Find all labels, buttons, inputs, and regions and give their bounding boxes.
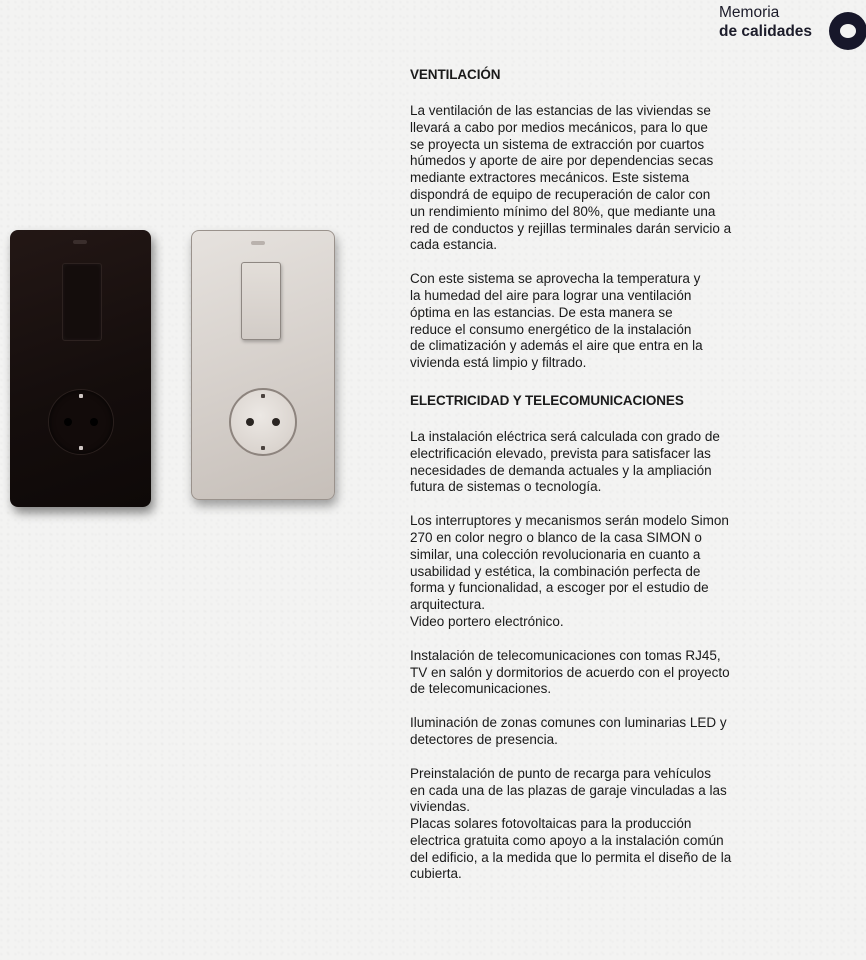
paragraph-line: red de conductos y rejillas terminales darán servicio a — [410, 220, 732, 236]
paragraph — [410, 429, 780, 496]
paragraph-line: de telecomunicaciones. — [410, 681, 552, 697]
section-heading-electricidad: ELECTRICIDAD Y TELECOMUNICACIONES — [410, 392, 684, 408]
page-header — [716, 2, 866, 48]
paragraph-line: Con este sistema se aprovecha la temperatura y — [410, 271, 701, 287]
paragraph-line: Instalación de telecomunicaciones con tomas RJ45, — [410, 647, 721, 663]
paragraph-line: dispondrá de equipo de recuperación de calor con — [410, 186, 711, 202]
paragraph — [410, 648, 780, 698]
paragraph-line: cada estancia. — [410, 237, 498, 253]
brand-circle-icon — [829, 12, 866, 50]
paragraph — [410, 513, 780, 631]
indicator-led — [73, 240, 87, 244]
paragraph-line: del edificio, a la medida que lo permita el diseño de la — [410, 849, 732, 865]
paragraph-line: arquitectura. — [410, 597, 486, 613]
paragraph-line: viviendas. — [410, 799, 471, 815]
black-switch-plate-image — [10, 230, 151, 507]
paragraph-line: Preinstalación de punto de recarga para vehículos — [410, 765, 711, 781]
content-column — [410, 66, 780, 900]
paragraph-line: futura de sistemas o tecnología. — [410, 479, 602, 495]
rocker-switch — [62, 263, 102, 341]
paragraph-line: un rendimiento mínimo del 80%, que mediante una — [410, 203, 716, 219]
paragraph-line: La instalación eléctrica será calculada con grado de — [410, 428, 720, 444]
paragraph-line: detectores de presencia. — [410, 731, 558, 747]
paragraph-line: TV en salón y dormitorios de acuerdo con el proyecto — [410, 664, 730, 680]
paragraph-line: usabilidad y estética, la combinación perfecta de — [410, 563, 701, 579]
schuko-socket — [229, 388, 297, 456]
paragraph-line: Placas solares fotovoltaicas para la producción — [410, 816, 692, 832]
schuko-socket — [49, 390, 113, 454]
paragraph-line: 270 en color negro o blanco de la casa SIMON o — [410, 529, 702, 545]
paragraph-line: mediante extractores mecánicos. Este sistema — [410, 170, 690, 186]
paragraph-line: electrica gratuita como apoyo a la instalación común — [410, 832, 724, 848]
paragraph-line: de climatización y además el aire que entra en la — [410, 338, 703, 354]
header-title-line2: de calidades — [719, 23, 813, 40]
paragraph-line: La ventilación de las estancias de las viviendas se — [410, 103, 711, 118]
header-title-line1: Memoria — [719, 4, 780, 21]
paragraph — [410, 103, 780, 254]
paragraph-line: se proyecta un sistema de extracción por cuartos — [410, 136, 705, 152]
paragraph-line: cubierta. — [410, 866, 462, 882]
paragraph-line: reduce el consumo energético de la instalación — [410, 321, 692, 337]
paragraph-line: húmedos y aporte de aire por dependencias secas — [410, 153, 714, 169]
paragraph-line: similar, una colección revolucionaria en cuanto a — [410, 546, 701, 562]
paragraph-line: Los interruptores y mecanismos serán modelo Simon — [410, 513, 729, 529]
paragraph-line: llevará a cabo por medios mecánicos, para lo que — [410, 119, 708, 135]
paragraph-line: Video portero electrónico. — [410, 613, 564, 629]
paragraph-line: en cada una de las plazas de garaje vinculadas a las — [410, 782, 727, 798]
paragraph — [410, 715, 780, 749]
paragraph-line: vivienda está limpio y filtrado. — [410, 355, 587, 371]
paragraph-line: óptima en las estancias. De esta manera se — [410, 304, 673, 320]
white-switch-plate-image — [191, 230, 335, 500]
paragraph-line: necesidades de demanda actuales y la ampliación — [410, 462, 712, 478]
paragraph-line: forma y funcionalidad, a escoger por el estudio de — [410, 580, 709, 596]
paragraph-line: la humedad del aire para lograr una ventilación — [410, 287, 692, 303]
indicator-led — [251, 241, 265, 245]
section-heading-ventilacion: VENTILACIÓN — [410, 67, 501, 82]
paragraph — [410, 271, 780, 372]
rocker-switch — [241, 262, 281, 340]
paragraph-line: electrificación elevado, prevista para satisfacer las — [410, 445, 711, 461]
paragraph-line: Iluminación de zonas comunes con luminarias LED y — [410, 715, 727, 731]
paragraph — [410, 766, 780, 884]
